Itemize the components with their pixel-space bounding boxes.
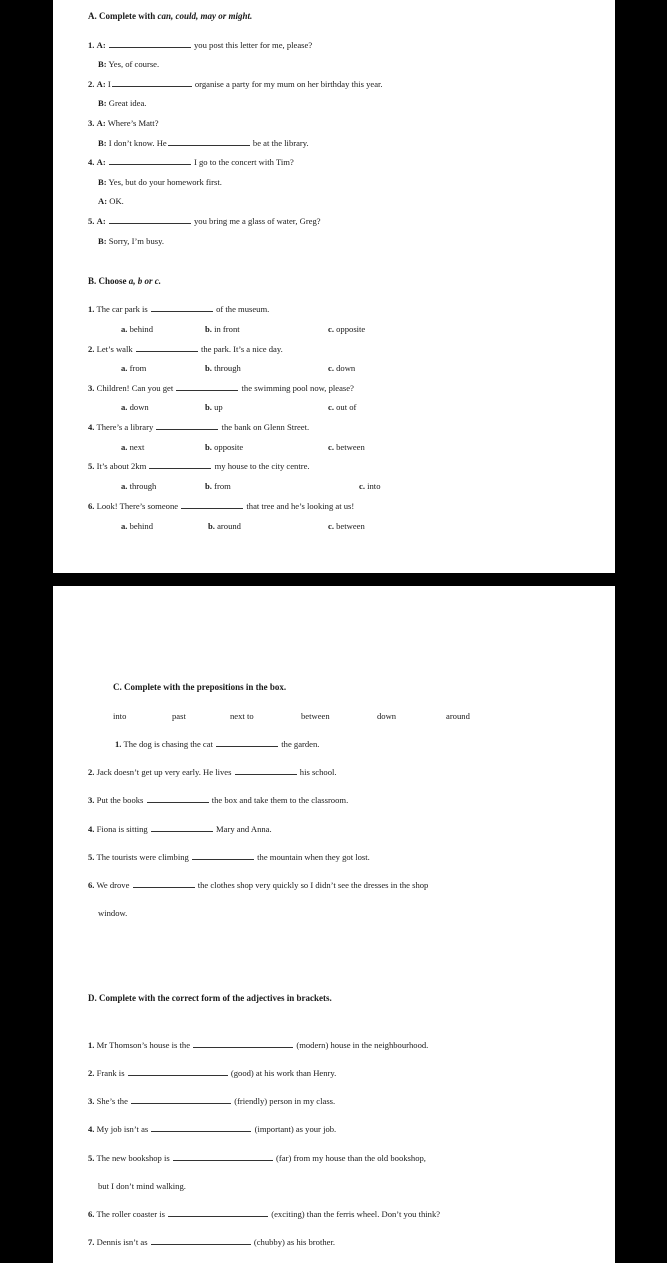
section-a-title: A. Complete with can, could, may or might. [88, 11, 253, 21]
c-q2-line: 2. Jack doesn’t get up very early. He lives his school. [88, 767, 337, 777]
b-q1-option-c[interactable]: c. opposite [328, 324, 366, 334]
blank[interactable] [131, 1103, 231, 1104]
blank[interactable] [109, 164, 191, 165]
blank[interactable] [151, 311, 213, 312]
worksheet-page-2 [53, 586, 615, 1263]
d-q1-line: 1. Mr Thomson’s house is the (modern) house in the neighbourhood. [88, 1040, 429, 1050]
a-q2-reply: B: Great idea. [98, 98, 147, 108]
a-q3-reply: B: I don’t know. He be at the library. [98, 138, 309, 148]
b-q4-option-c[interactable]: c. between [328, 442, 365, 452]
section-b-title: B. Choose a, b or c. [88, 276, 162, 286]
a-q4-line: 4. A: I go to the concert with Tim? [88, 157, 294, 167]
c-box-word-5: down [377, 711, 397, 721]
b-q6-option-c[interactable]: c. between [328, 521, 365, 531]
b-q2-option-c[interactable]: c. down [328, 363, 356, 373]
blank[interactable] [192, 859, 254, 860]
blank[interactable] [216, 746, 278, 747]
b-q3-option-c[interactable]: c. out of [328, 402, 357, 412]
blank[interactable] [235, 774, 297, 775]
c-box-word-4: between [301, 711, 330, 721]
blank[interactable] [168, 1216, 268, 1217]
b-q1-option-a[interactable]: a. behind [121, 324, 153, 334]
blank[interactable] [136, 351, 198, 352]
b-q3-line: 3. Children! Can you get the swimming pool now, please? [88, 383, 354, 393]
b-q2-option-a[interactable]: a. from [121, 363, 147, 373]
blank[interactable] [149, 468, 211, 469]
c-q3-line: 3. Put the books the box and take them to the classroom. [88, 795, 349, 805]
c-q5-line: 5. The tourists were climbing the mountain when they got lost. [88, 852, 370, 862]
a-q5-line: 5. A: you bring me a glass of water, Greg? [88, 216, 321, 226]
blank[interactable] [181, 508, 243, 509]
blank[interactable] [133, 887, 195, 888]
d-q3-line: 3. She’s the (friendly) person in my class. [88, 1096, 336, 1106]
blank[interactable] [173, 1160, 273, 1161]
blank[interactable] [109, 223, 191, 224]
c-q6-line: 6. We drove the clothes shop very quickly so I didn’t see the dresses in the shop [88, 880, 429, 890]
d-q5-continued: but I don’t mind walking. [98, 1181, 186, 1191]
blank[interactable] [193, 1047, 293, 1048]
b-q6-option-b[interactable]: b. around [208, 521, 241, 531]
b-q3-option-a[interactable]: a. down [121, 402, 149, 412]
b-q4-line: 4. There’s a library the bank on Glenn Street. [88, 422, 310, 432]
c-q4-line: 4. Fiona is sitting Mary and Anna. [88, 824, 272, 834]
a-q5-reply: B: Sorry, I’m busy. [98, 236, 164, 246]
b-q6-option-a[interactable]: a. behind [121, 521, 153, 531]
b-q1-option-b[interactable]: b. in front [205, 324, 240, 334]
blank[interactable] [128, 1075, 228, 1076]
section-d-title: D. Complete with the correct form of the adjectives in brackets. [88, 993, 332, 1003]
blank[interactable] [151, 831, 213, 832]
d-q6-line: 6. The roller coaster is (exciting) than the ferris wheel. Don’t you think? [88, 1209, 441, 1219]
a-q3-line: 3. A: Where’s Matt? [88, 118, 159, 128]
b-q2-line: 2. Let’s walk the park. It’s a nice day. [88, 344, 283, 354]
blank[interactable] [151, 1131, 251, 1132]
blank[interactable] [168, 145, 250, 146]
d-q4-line: 4. My job isn’t as (important) as your job. [88, 1124, 337, 1134]
c-box-word-6: around [446, 711, 470, 721]
b-q5-option-a[interactable]: a. through [121, 481, 157, 491]
d-q7-line: 7. Dennis isn’t as (chubby) as his brother. [88, 1237, 336, 1247]
c-q6-continued: window. [98, 908, 128, 918]
d-q2-line: 2. Frank is (good) at his work than Henry. [88, 1068, 337, 1078]
b-q5-option-b[interactable]: b. from [205, 481, 231, 491]
worksheet-page-1 [53, 0, 615, 573]
a-q1-line: 1. A: you post this letter for me, please? [88, 40, 313, 50]
blank[interactable] [156, 429, 218, 430]
blank[interactable] [147, 802, 209, 803]
a-q2-line: 2. A: I organise a party for my mum on her birthday this year. [88, 79, 383, 89]
b-q2-option-b[interactable]: b. through [205, 363, 241, 373]
c-box-word-3: next to [230, 711, 254, 721]
a-q1-reply: B: Yes, of course. [98, 59, 160, 69]
a-q4-reply: B: Yes, but do your homework first. [98, 177, 222, 187]
a-q4-reply2: A: OK. [98, 196, 124, 206]
c-box-word-1: into [113, 711, 127, 721]
d-q5-line: 5. The new bookshop is (far) from my house than the old bookshop, [88, 1153, 426, 1163]
b-q5-option-c[interactable]: c. into [359, 481, 381, 491]
blank[interactable] [176, 390, 238, 391]
blank[interactable] [112, 86, 192, 87]
blank[interactable] [151, 1244, 251, 1245]
blank[interactable] [109, 47, 191, 48]
b-q4-option-b[interactable]: b. opposite [205, 442, 244, 452]
b-q5-line: 5. It’s about 2km my house to the city centre. [88, 461, 310, 471]
b-q1-line: 1. The car park is of the museum. [88, 304, 270, 314]
c-q1-line: 1. The dog is chasing the cat the garden. [115, 739, 320, 749]
b-q3-option-b[interactable]: b. up [205, 402, 223, 412]
b-q6-line: 6. Look! There’s someone that tree and he’s looking at us! [88, 501, 355, 511]
section-c-title: C. Complete with the prepositions in the box. [113, 682, 287, 692]
b-q4-option-a[interactable]: a. next [121, 442, 145, 452]
c-box-word-2: past [172, 711, 186, 721]
